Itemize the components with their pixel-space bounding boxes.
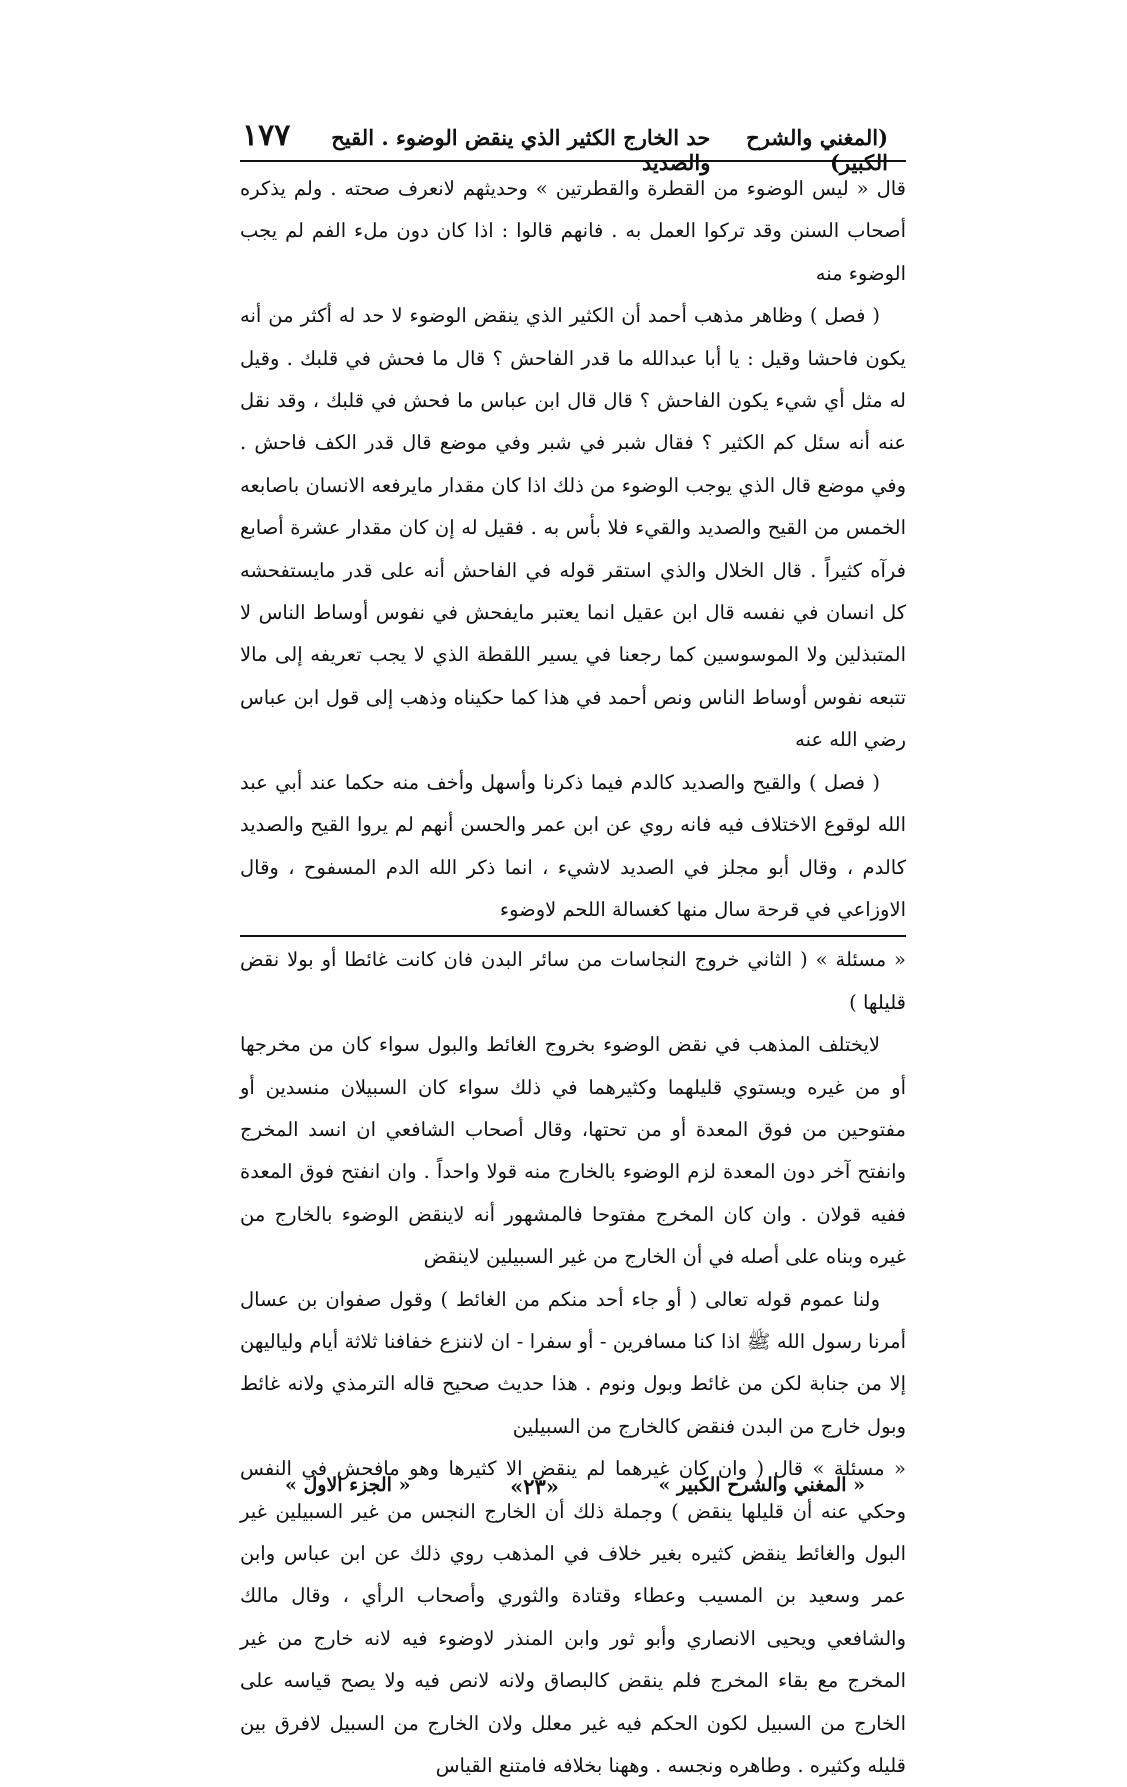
page-footer [285,1474,865,1499]
masala-heading: « مسئلة » ( الثاني خروج النجاسات من سائر البدن فان كانت غائطا أو بولا نقض قليلها ) [240,948,906,1014]
commentary-paragraph: ( فصل ) وظاهر مذهب أحمد أن الكثير الذي ينقض الوضوء لا حد له أكثر من أنه يكون فاحشا وقيل : يا أبا عبدالله ما قدر الفاحش ؟ قال ما فحش في قلبك . وقيل له مثل أي شيء يكون الفاحش ؟ قال قال ابن عباس ما فحش في قلبك ، وقد نقل عنه أنه سئل كم الكثير ؟ فقال شبر في شبر وفي موضع قال قدر الكف فاحش . وفي موضع قال الذي يوجب الوضوء من ذلك اذا كان مقدار مايرفعه الانسان باصابعه الخمس من القيح والصديد والقيء فلا بأس به . فقيل له إن كان مقدار عشرة أصابع فرآه كثيراً . قال الخلال والذي استقر قوله في الفاحش أنه على قدر مايستفحشه كل انسان في نفسه قال ابن عقيل انما يعتبر مايفحش في نفوس أوساط الناس لا المتبذلين ولا الموسوسين كما رجعنا في يسير اللقطة الذي لا يجب تعريفه إلى مالا تتبعه نفوس أوساط الناس ونص أحمد في هذا كما حكيناه وذهب إلى قول ابن عباس رضي الله عنه [240,304,906,752]
header-book-title: (المغني والشرح الكبير) [746,125,888,175]
main-paragraph: لايختلف المذهب في نقض الوضوء بخروج الغائط والبول سواء كان من مخرجها أو من غيره ويستوي قليلهما وكثيرهما في ذلك سواء كان السبيلان منسدين أو مفتوحين من فوق المعدة أو من تحتها، وقال أصحاب الشافعي ان انسد المخرج وانفتح آخر دون المعدة لزم الوضوء بالخارج منه قولا واحداً . وان انفتح فوق المعدة ففيه قولان . وان كان المخرج مفتوحا فالمشهور أنه لاينقض الوضوء بالخارج من غيره وبناه على أصله في أن الخارج من غير السبيلين لاينقض [240,1033,906,1269]
commentary-section [240,168,906,931]
page-number: ١٧٧ [242,118,291,153]
section-divider [240,935,906,937]
footer-volume: « الجزء الاول » [285,1474,411,1496]
footer-signature: «٢٣» [510,1474,559,1499]
footer-book: « المغني والشرح الكبير » [658,1474,865,1496]
page [240,118,906,1787]
masala-paragraph: « مسئلة » قال ( وان كان غيرهما لم ينقض الا كثيرها وهو مافحش في النفس وحكي عنه أن قليلها ينقض ) وجملة ذلك أن الخارج النجس من غير السبيلين غير البول والغائط ينقض كثيره بغير خلاف في المذهب روي ذلك عن ابن عباس وابن عمر وسعيد بن المسيب وعطاء وقتادة والثوري وأصحاب الرأي ، وقال مالك والشافعي ويحيى الانصاري وأبو ثور وابن المنذر لاوضوء فيه لانه خارج من غير المخرج مع بقاء المخرج فلم ينقض كالبصاق ولانه لانص فيه ولا يصح قياسه على الخارج من السبيل لكون الحكم فيه غير معلل ولان الخارج من السبيل لافرق بين قليله وكثيره . وطاهره ونجسه . وههنا بخلافه فامتنع القياس [240,1457,906,1778]
main-paragraph: ولنا عموم قوله تعالى ( أو جاء أحد منكم من الغائط ) وقول صفوان بن عسال أمرنا رسول الله ﷺ اذا كنا مسافرين - أو سفرا - ان لاننزع خفافنا ثلاثة أيام ولياليهن إلا من جنابة لكن من غائط وبول ونوم . هذا حديث صحيح قاله الترمذي ولانه غائط وبول خارج من البدن فنقض كالخارج من السبيلين [240,1287,906,1438]
running-header [240,118,906,175]
main-text-section [240,939,906,1787]
commentary-paragraph: ( فصل ) والقيح والصديد كالدم فيما ذكرنا وأسهل وأخف منه حكما عند أبي عبد الله لوقوع الاختلاف فيه فانه روي عن ابن عمر والحسن أنهم لم يروا القيح والصديد كالدم ، وقال أبو مجلز في الصديد لاشيء ، انما ذكر الله الدم المسفوح ، وقال الاوزاعي في قرحة سال منها كغسالة اللحم لاوضوء [240,770,906,921]
commentary-paragraph: قال « ليس الوضوء من القطرة والقطرتين » وحديثهم لانعرف صحته . ولم يذكره أصحاب السنن وقد تركوا العمل به . فانهم قالوا : اذا كان دون ملء الفم لم يجب الوضوء منه [240,177,906,285]
header-topic: حد الخارج الكثير الذي ينقض الوضوء . القيح والصديد [331,125,711,175]
